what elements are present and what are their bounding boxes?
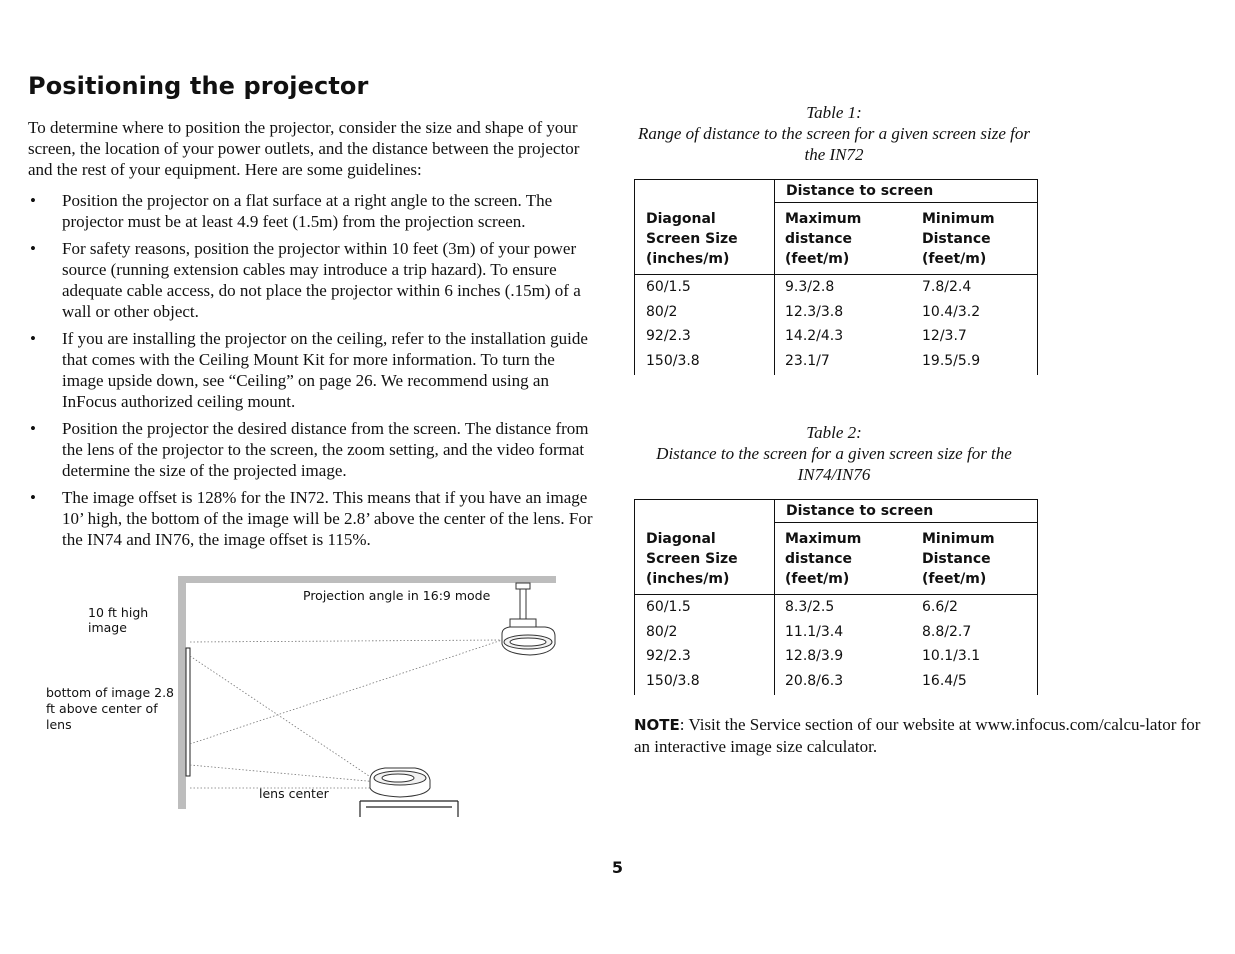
table-row [635,349,1037,374]
wall-shape [178,576,186,809]
table-row [635,300,1037,325]
table-cell: 23.1/7 [785,352,830,369]
image-offset-label: bottom of image 2.8 ft above center of lens [46,685,174,732]
table-row [635,275,1037,300]
table2-body [635,595,1037,695]
table-cell: 60/1.5 [646,279,691,295]
bullet-icon: • [30,239,36,258]
note-label: NOTE [634,716,680,734]
list-item-text: The image offset is 128% for the IN72. This means that if you have an image 10’ high, the bottom of the image will be 2.8’ above the center of the lens. For the IN74 and IN76, the image offset is 115%. [62,488,593,549]
table2-header [635,500,1037,595]
list-item [28,190,600,232]
table-cell: 16.4/5 [922,672,967,689]
intro-paragraph: To determine where to position the projector, consider the size and shape of your screen, the location of your power outlets, and the distance between the projector and the rest of your equipment. Here are some guidelines: [28,118,580,179]
list-item-text: For safety reasons, position the projector within 10 feet (3m) of your power source (running extension cables may introduce a trip hazard). To ensure adequate cable access, do not place the projector within 6 inches (.15m) of a wall or other object. [62,239,581,321]
table1-caption-number: Table 1: [806,103,862,122]
list-item-text: If you are installing the projector on the ceiling, refer to the installation guide that comes with the Ceiling Mount Kit for more information. To turn the image upside down, see “Ceiling” on page 26. We recommend using an InFocus authorized ceiling mount. [62,329,588,411]
table-cell: 6.6/2 [922,599,958,615]
table-cell: 14.2/4.3 [785,328,844,344]
bullet-icon: • [30,488,36,507]
table-cell: 11.1/3.4 [785,623,844,640]
table2-col-diagonal: Diagonal Screen Size (inches/m) [646,531,738,587]
table-cell: 92/2.3 [646,328,691,344]
table-row [635,644,1037,669]
table-cell: 20.8/6.3 [785,672,844,689]
table2-col-minimum: Minimum Distance (feet/m) [922,531,995,587]
table-row [635,595,1037,620]
list-item [28,418,600,481]
table-cell: 60/1.5 [646,599,691,615]
ceiling-projector-icon [502,627,555,655]
list-item [28,328,600,412]
table1 [634,179,1038,375]
table-shape [360,801,458,817]
table-cell: 150/3.8 [646,672,700,689]
image-height-label: 10 ft high image [88,605,149,635]
table1-col-diagonal: Diagonal Screen Size (inches/m) [646,211,738,267]
table1-group-header: Distance to screen [774,180,1037,203]
table2-col-maximum: Maximum distance (feet/m) [785,531,862,587]
table2-caption-number: Table 2: [806,423,862,442]
table2-group-header: Distance to screen [774,500,1037,523]
note-paragraph [634,714,1209,757]
table-cell: 10.4/3.2 [922,303,981,320]
table1-caption [634,102,1034,165]
table-row [635,669,1037,694]
lens-center-label: lens center [259,786,329,801]
table1-header [635,180,1037,275]
screen-shape [186,648,190,776]
projection-lines [190,640,502,788]
table-cell: 19.5/5.9 [922,352,981,369]
table-cell: 8.3/2.5 [785,599,835,615]
table2-caption [634,422,1034,485]
table1-col-minimum: Minimum Distance (feet/m) [922,211,995,267]
table-cell: 10.1/3.1 [922,648,981,664]
table1-body [635,275,1037,375]
table-cell: 12/3.7 [922,328,967,344]
table-cell: 12.8/3.9 [785,648,844,664]
table-cell: 80/2 [646,303,678,320]
list-item [28,238,600,322]
table2-caption-title: Distance to the screen for a given screen size for the IN74/IN76 [656,444,1012,484]
table1-col-maximum: Maximum distance (feet/m) [785,211,862,267]
page-number: 5 [611,858,624,877]
bullet-icon: • [30,419,36,438]
table1-caption-title: Range of distance to the screen for a given screen size for the IN72 [637,124,1030,164]
bullet-icon: • [30,191,36,210]
table-cell: 7.8/2.4 [922,279,972,295]
list-item [28,487,600,550]
table-row [635,324,1037,349]
list-item-text: Position the projector the desired distance from the screen. The distance from the lens of the projector to the screen, the zoom setting, and the video format determine the size of the projected image. [62,419,589,480]
table-cell: 9.3/2.8 [785,279,835,295]
table-cell: 80/2 [646,623,678,640]
table-cell: 8.8/2.7 [922,623,972,640]
table-row [635,620,1037,645]
note-text: : Visit the Service section of our website at www.infocus.com/calcu-lator for an interactive image size calculator. [634,715,1201,756]
guidelines-list [28,190,600,556]
page-title: Positioning the projector [28,72,369,100]
projection-angle-label: Projection angle in 16:9 mode [303,588,491,603]
table-projector-icon [370,768,430,797]
table-cell: 12.3/3.8 [785,303,844,320]
projection-diagram [40,572,580,817]
table-cell: 150/3.8 [646,352,700,369]
table-cell: 92/2.3 [646,648,691,664]
list-item-text: Position the projector on a flat surface at a right angle to the screen. The projector must be at least 4.9 feet (1.5m) from the projection screen. [62,191,553,231]
bullet-icon: • [30,329,36,348]
ceiling-shape [178,576,556,583]
table2 [634,499,1038,695]
